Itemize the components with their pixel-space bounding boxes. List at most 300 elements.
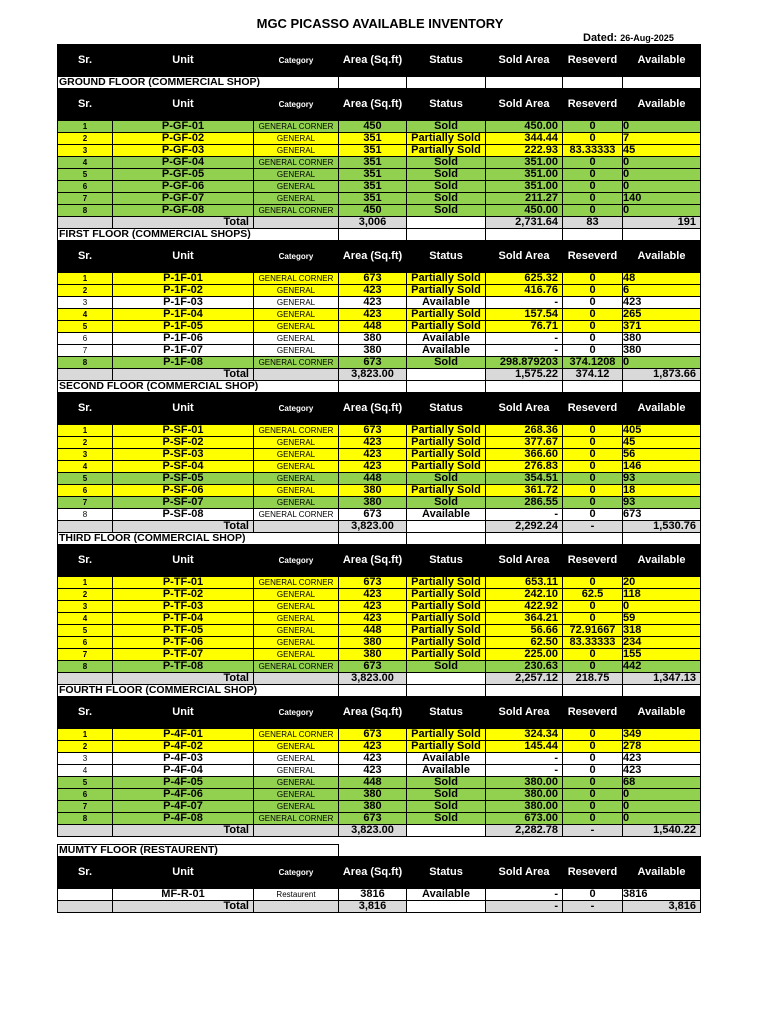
row-sold-area: - [486, 509, 563, 521]
total-sold-area: 2,257.12 [486, 673, 563, 685]
total-available: 191 [623, 217, 701, 229]
row-reserved: 0 [563, 473, 623, 485]
floor-title-blank-sold_area [486, 685, 563, 697]
row-sold-area: 145.44 [486, 741, 563, 753]
row-status: Partially Sold [407, 741, 486, 753]
row-area: 380 [339, 333, 407, 345]
row-category: GENERAL [254, 169, 339, 181]
row-sr [58, 889, 113, 901]
row-status: Sold [407, 157, 486, 169]
row-status: Sold [407, 121, 486, 133]
row-status: Sold [407, 661, 486, 673]
row-status: Partially Sold [407, 577, 486, 589]
total-available: 1,347.13 [623, 673, 701, 685]
row-reserved: 83.33333 [563, 637, 623, 649]
row-category: GENERAL CORNER [254, 205, 339, 217]
row-category: GENERAL CORNER [254, 121, 339, 133]
row-sr: 3 [58, 145, 113, 157]
total-blank-sr [58, 901, 113, 913]
table-row [58, 425, 701, 437]
total-blank-category [254, 369, 339, 381]
floor-title-blank-area [339, 229, 407, 241]
section-header-row [58, 241, 701, 273]
row-area: 351 [339, 193, 407, 205]
section-header-row [58, 545, 701, 577]
header-unit: Unit [113, 697, 254, 729]
floor-title-blank-status [407, 685, 486, 697]
row-available: 7 [623, 133, 701, 145]
row-available: 0 [623, 169, 701, 181]
header-sr: Sr. [58, 393, 113, 425]
total-reserved: 83 [563, 217, 623, 229]
row-status: Partially Sold [407, 601, 486, 613]
header-category: Category [254, 393, 339, 425]
row-reserved: 0 [563, 497, 623, 509]
total-blank-status [407, 901, 486, 913]
section-header-row [58, 697, 701, 729]
total-sold-area: 2,282.78 [486, 825, 563, 837]
table-row [58, 169, 701, 181]
row-status: Partially Sold [407, 133, 486, 145]
total-label: Total [113, 825, 254, 837]
row-sold-area: 351.00 [486, 157, 563, 169]
row-category: GENERAL [254, 181, 339, 193]
total-reserved: 218.75 [563, 673, 623, 685]
row-unit: P-SF-06 [113, 485, 254, 497]
header-reserved: Reseverd [563, 45, 623, 77]
table-row [58, 485, 701, 497]
row-status: Sold [407, 813, 486, 825]
header-category: Category [254, 45, 339, 77]
row-sold-area: 380.00 [486, 801, 563, 813]
row-sold-area: 351.00 [486, 181, 563, 193]
header-sr: Sr. [58, 697, 113, 729]
row-unit: P-GF-07 [113, 193, 254, 205]
header-available: Available [623, 45, 701, 77]
header-sold-area: Sold Area [486, 857, 563, 889]
row-category: GENERAL [254, 777, 339, 789]
table-row [58, 437, 701, 449]
row-status: Sold [407, 789, 486, 801]
row-reserved: 0 [563, 461, 623, 473]
total-area: 3,816 [339, 901, 407, 913]
row-unit: P-TF-02 [113, 589, 254, 601]
row-unit: P-4F-08 [113, 813, 254, 825]
row-category: GENERAL [254, 789, 339, 801]
header-unit: Unit [113, 45, 254, 77]
section-header-row [58, 393, 701, 425]
row-sold-area: 380.00 [486, 789, 563, 801]
row-sold-area: 242.10 [486, 589, 563, 601]
total-sold-area: 1,575.22 [486, 369, 563, 381]
row-sr: 8 [58, 813, 113, 825]
header-category: Category [254, 241, 339, 273]
row-status: Partially Sold [407, 437, 486, 449]
header-category: Category [254, 697, 339, 729]
row-unit: P-SF-01 [113, 425, 254, 437]
row-reserved: 0 [563, 509, 623, 521]
top-header-row [58, 45, 701, 77]
row-unit: P-TF-07 [113, 649, 254, 661]
row-available: 0 [623, 181, 701, 193]
row-reserved: 0 [563, 765, 623, 777]
header-status: Status [407, 697, 486, 729]
row-sr: 8 [58, 357, 113, 369]
table-row [58, 333, 701, 345]
header-unit: Unit [113, 393, 254, 425]
header-area: Area (Sq.ft) [339, 45, 407, 77]
row-reserved: 0 [563, 121, 623, 133]
floor-title: FOURTH FLOOR (COMMERCIAL SHOP) [58, 685, 339, 697]
row-sr: 1 [58, 729, 113, 741]
table-row [58, 473, 701, 485]
row-category: GENERAL [254, 285, 339, 297]
row-reserved: 0 [563, 889, 623, 901]
row-reserved: 0 [563, 485, 623, 497]
row-sold-area: - [486, 345, 563, 357]
row-sold-area: - [486, 297, 563, 309]
total-available: 1,530.76 [623, 521, 701, 533]
row-category: GENERAL [254, 133, 339, 145]
row-sold-area: 364.21 [486, 613, 563, 625]
row-sr: 7 [58, 345, 113, 357]
table-row [58, 601, 701, 613]
floor-title-blank-sold_area [486, 533, 563, 545]
row-category: GENERAL CORNER [254, 729, 339, 741]
row-status: Partially Sold [407, 637, 486, 649]
row-sr: 1 [58, 577, 113, 589]
row-unit: P-GF-01 [113, 121, 254, 133]
row-sr: 6 [58, 637, 113, 649]
row-available: 20 [623, 577, 701, 589]
header-category: Category [254, 545, 339, 577]
table-row [58, 345, 701, 357]
row-unit: P-4F-01 [113, 729, 254, 741]
header-sr: Sr. [58, 89, 113, 121]
total-row [58, 673, 701, 685]
row-unit: P-TF-01 [113, 577, 254, 589]
floor-title-row [58, 381, 701, 393]
table-row [58, 765, 701, 777]
table-row [58, 321, 701, 333]
section-header-row [58, 857, 701, 889]
row-category: GENERAL [254, 309, 339, 321]
total-blank-category [254, 825, 339, 837]
row-sold-area: 351.00 [486, 169, 563, 181]
table-row [58, 813, 701, 825]
row-sold-area: 225.00 [486, 649, 563, 661]
row-category: GENERAL [254, 589, 339, 601]
row-sold-area: 222.93 [486, 145, 563, 157]
row-sr: 2 [58, 437, 113, 449]
row-status: Available [407, 345, 486, 357]
row-sold-area: 450.00 [486, 121, 563, 133]
header-sold-area: Sold Area [486, 393, 563, 425]
table-row [58, 889, 701, 901]
header-status: Status [407, 393, 486, 425]
row-unit: MF-R-01 [113, 889, 254, 901]
row-status: Sold [407, 205, 486, 217]
row-area: 423 [339, 741, 407, 753]
row-area: 3816 [339, 889, 407, 901]
total-area: 3,823.00 [339, 521, 407, 533]
row-area: 673 [339, 577, 407, 589]
row-reserved: 0 [563, 753, 623, 765]
row-area: 380 [339, 637, 407, 649]
total-area: 3,006 [339, 217, 407, 229]
row-available: 146 [623, 461, 701, 473]
floor-title-blank-status [407, 77, 486, 89]
row-available: 93 [623, 473, 701, 485]
row-status: Partially Sold [407, 425, 486, 437]
table-row [58, 649, 701, 661]
row-sr: 4 [58, 309, 113, 321]
row-reserved: 0 [563, 345, 623, 357]
table-row [58, 729, 701, 741]
header-category: Category [254, 89, 339, 121]
row-area: 351 [339, 181, 407, 193]
row-reserved: 0 [563, 205, 623, 217]
header-sold-area: Sold Area [486, 697, 563, 729]
row-sold-area: 673.00 [486, 813, 563, 825]
row-status: Partially Sold [407, 613, 486, 625]
floor-title-row [58, 533, 701, 545]
table-row [58, 625, 701, 637]
row-area: 448 [339, 777, 407, 789]
total-label: Total [113, 217, 254, 229]
floor-title-blank-reserved [563, 381, 623, 393]
row-reserved: 0 [563, 133, 623, 145]
table-row [58, 309, 701, 321]
row-category: GENERAL [254, 801, 339, 813]
row-sold-area: 268.36 [486, 425, 563, 437]
row-available: 371 [623, 321, 701, 333]
total-blank-status [407, 521, 486, 533]
total-blank-sr [58, 369, 113, 381]
row-category: GENERAL [254, 321, 339, 333]
row-sr: 7 [58, 497, 113, 509]
row-available: 48 [623, 273, 701, 285]
row-reserved: 0 [563, 613, 623, 625]
header-available: Available [623, 857, 701, 889]
total-reserved: - [563, 901, 623, 913]
row-area: 673 [339, 357, 407, 369]
total-area: 3,823.00 [339, 825, 407, 837]
table-row [58, 753, 701, 765]
row-unit: P-TF-05 [113, 625, 254, 637]
total-reserved: - [563, 521, 623, 533]
header-category: Category [254, 857, 339, 889]
row-available: 380 [623, 345, 701, 357]
header-reserved: Reseverd [563, 545, 623, 577]
total-available: 1,873.66 [623, 369, 701, 381]
row-unit: P-SF-05 [113, 473, 254, 485]
row-reserved: 0 [563, 169, 623, 181]
row-reserved: 0 [563, 813, 623, 825]
row-area: 351 [339, 169, 407, 181]
row-area: 380 [339, 345, 407, 357]
row-sold-area: 422.92 [486, 601, 563, 613]
row-sold-area: 276.83 [486, 461, 563, 473]
row-status: Available [407, 333, 486, 345]
row-status: Sold [407, 473, 486, 485]
row-category: GENERAL [254, 765, 339, 777]
row-sold-area: - [486, 753, 563, 765]
row-area: 423 [339, 461, 407, 473]
row-sr: 6 [58, 333, 113, 345]
total-reserved: 374.12 [563, 369, 623, 381]
row-unit: P-4F-07 [113, 801, 254, 813]
row-sr: 8 [58, 661, 113, 673]
row-sr: 2 [58, 133, 113, 145]
row-area: 423 [339, 437, 407, 449]
row-sold-area: 286.55 [486, 497, 563, 509]
row-available: 0 [623, 801, 701, 813]
row-area: 673 [339, 661, 407, 673]
total-available: 3,816 [623, 901, 701, 913]
row-available: 405 [623, 425, 701, 437]
row-sold-area: 56.66 [486, 625, 563, 637]
inventory-table [57, 44, 701, 913]
header-reserved: Reseverd [563, 241, 623, 273]
row-unit: P-1F-07 [113, 345, 254, 357]
row-area: 448 [339, 321, 407, 333]
row-area: 380 [339, 789, 407, 801]
row-area: 423 [339, 601, 407, 613]
header-area: Area (Sq.ft) [339, 393, 407, 425]
row-status: Partially Sold [407, 625, 486, 637]
row-area: 673 [339, 729, 407, 741]
row-area: 423 [339, 309, 407, 321]
header-unit: Unit [113, 857, 254, 889]
total-blank-status [407, 217, 486, 229]
row-sold-area: 354.51 [486, 473, 563, 485]
row-reserved: 0 [563, 449, 623, 461]
floor-title-blank-reserved [563, 77, 623, 89]
floor-title-blank-reserved [563, 533, 623, 545]
row-sr: 3 [58, 601, 113, 613]
total-sold-area: - [486, 901, 563, 913]
row-category: GENERAL [254, 649, 339, 661]
table-row [58, 181, 701, 193]
header-sr: Sr. [58, 857, 113, 889]
row-area: 423 [339, 613, 407, 625]
row-unit: P-SF-03 [113, 449, 254, 461]
row-status: Partially Sold [407, 589, 486, 601]
floor-title-blank-available [623, 77, 701, 89]
row-reserved: 0 [563, 729, 623, 741]
table-row [58, 449, 701, 461]
header-sr: Sr. [58, 241, 113, 273]
row-available: 68 [623, 777, 701, 789]
row-category: GENERAL CORNER [254, 157, 339, 169]
row-available: 18 [623, 485, 701, 497]
row-reserved: 0 [563, 321, 623, 333]
row-sold-area: 416.76 [486, 285, 563, 297]
total-blank-sr [58, 521, 113, 533]
row-sr: 1 [58, 425, 113, 437]
row-status: Available [407, 889, 486, 901]
total-blank-category [254, 901, 339, 913]
row-unit: P-GF-05 [113, 169, 254, 181]
floor-title-row [58, 229, 701, 241]
total-row [58, 217, 701, 229]
row-sr: 3 [58, 297, 113, 309]
header-available: Available [623, 545, 701, 577]
row-available: 155 [623, 649, 701, 661]
row-unit: P-1F-03 [113, 297, 254, 309]
floor-title-blank-sold_area [486, 77, 563, 89]
total-blank-status [407, 369, 486, 381]
document-date [583, 32, 674, 44]
header-unit: Unit [113, 545, 254, 577]
row-category: GENERAL [254, 333, 339, 345]
total-blank-sr [58, 673, 113, 685]
floor-title: THIRD FLOOR (COMMERCIAL SHOP) [58, 533, 339, 545]
row-available: 0 [623, 789, 701, 801]
table-row [58, 589, 701, 601]
total-row [58, 369, 701, 381]
row-available: 140 [623, 193, 701, 205]
total-blank-category [254, 521, 339, 533]
table-row [58, 297, 701, 309]
floor-title-blank-area [339, 381, 407, 393]
total-blank-status [407, 673, 486, 685]
floor-title-blank-area [339, 77, 407, 89]
row-sr: 2 [58, 285, 113, 297]
table-row [58, 145, 701, 157]
row-status: Partially Sold [407, 285, 486, 297]
row-area: 423 [339, 285, 407, 297]
table-row [58, 741, 701, 753]
row-available: 278 [623, 741, 701, 753]
floor-title-blank-status [407, 229, 486, 241]
row-available: 56 [623, 449, 701, 461]
row-status: Sold [407, 181, 486, 193]
row-category: GENERAL CORNER [254, 357, 339, 369]
row-area: 423 [339, 449, 407, 461]
row-unit: P-1F-02 [113, 285, 254, 297]
row-reserved: 0 [563, 285, 623, 297]
header-area: Area (Sq.ft) [339, 545, 407, 577]
row-sold-area: - [486, 333, 563, 345]
floor-title-blank-available [623, 533, 701, 545]
total-reserved: - [563, 825, 623, 837]
row-unit: P-GF-03 [113, 145, 254, 157]
row-sr: 6 [58, 789, 113, 801]
row-unit: P-TF-04 [113, 613, 254, 625]
total-sold-area: 2,731.64 [486, 217, 563, 229]
row-status: Sold [407, 497, 486, 509]
row-reserved: 0 [563, 181, 623, 193]
row-area: 380 [339, 801, 407, 813]
header-sold-area: Sold Area [486, 545, 563, 577]
row-category: GENERAL [254, 485, 339, 497]
row-status: Sold [407, 801, 486, 813]
floor-title-blank-status [407, 533, 486, 545]
row-sold-area: 298.879203 [486, 357, 563, 369]
total-label: Total [113, 369, 254, 381]
row-category: GENERAL [254, 613, 339, 625]
row-sr: 6 [58, 485, 113, 497]
row-area: 423 [339, 297, 407, 309]
row-sr: 5 [58, 625, 113, 637]
row-reserved: 374.1208 [563, 357, 623, 369]
floor-title-row [58, 77, 701, 89]
row-sr: 3 [58, 449, 113, 461]
header-area: Area (Sq.ft) [339, 857, 407, 889]
table-row [58, 637, 701, 649]
